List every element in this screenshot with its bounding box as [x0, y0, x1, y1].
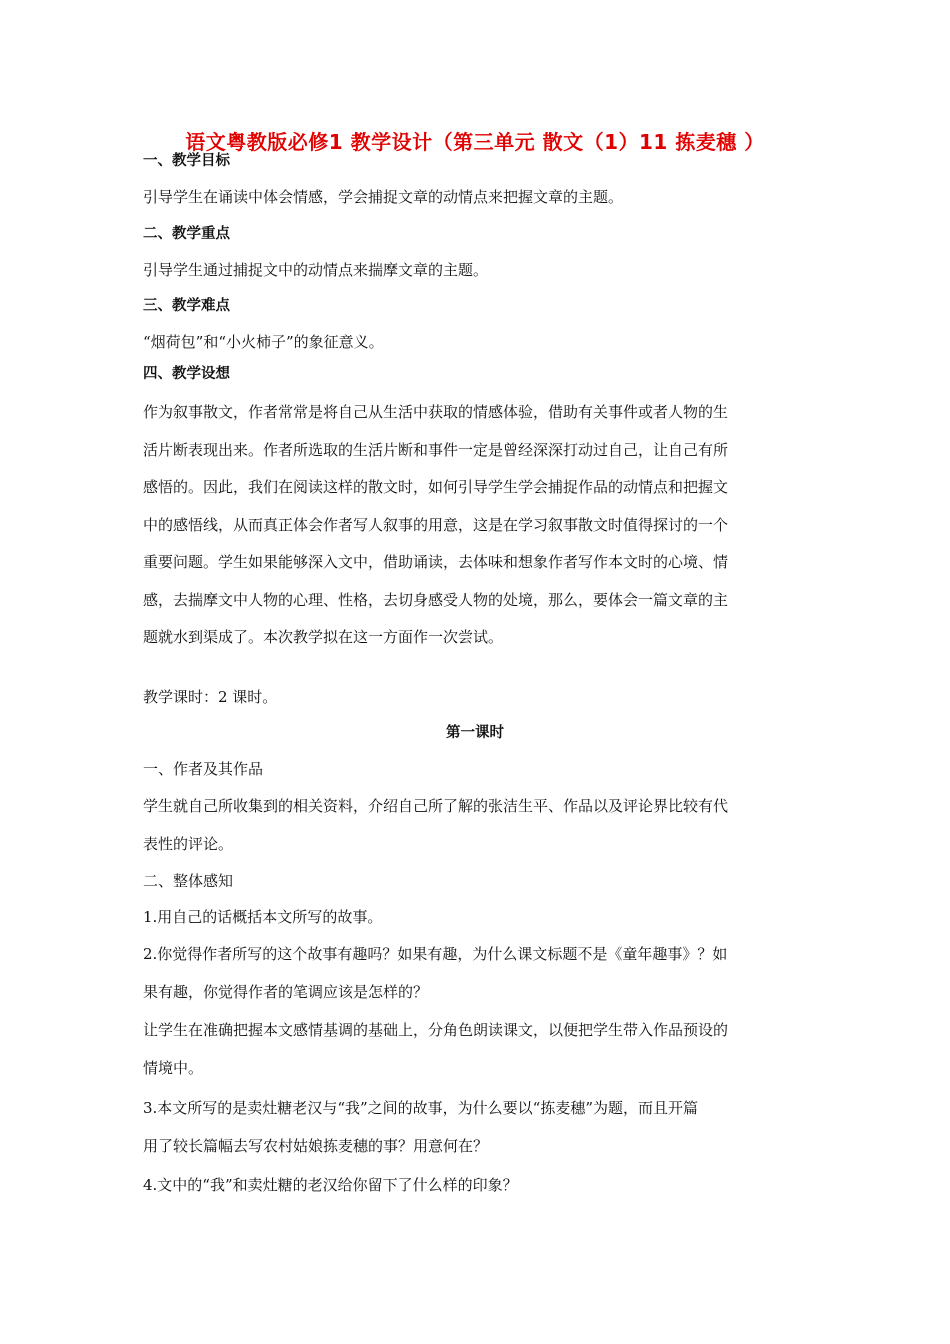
focus-heading: 二、教学重点 — [143, 226, 230, 242]
concept-line: 感悟的。因此，我们在阅读这样的散文时，如何引导学生学会捕捉作品的动情点和把握文 — [143, 478, 729, 496]
question-2: 2.你觉得作者所写的这个故事有趣吗？如果有趣，为什么课文标题不是《童年趣事》？如 果有趣，你觉得作者的笔调应该是怎样的？ — [143, 945, 728, 1001]
concept-line: 活片断表现出来。作者所选取的生活片断和事件一定是曾经深深打动过自己，让自己有所 — [143, 440, 729, 459]
lesson1-heading: 第一课时 — [446, 725, 504, 741]
concept-line: 作为叙事散文，作者常常是将自己从生活中获取的情感体验，借助有关事件或者人物的生 — [143, 403, 729, 421]
concept-paragraph — [143, 394, 807, 657]
overall-heading: 二、整体感知 — [143, 872, 234, 890]
hours-text: 教学课时：2 课时。 — [143, 688, 278, 706]
focus-text: 引导学生通过捕捉文中的动情点来揣摩文章的主题。 — [143, 261, 489, 279]
concept-heading: 四、教学设想 — [143, 366, 230, 382]
concept-line: 中的感悟线，从而真正体会作者写人叙事的用意，这是在学习叙事散文时值得探讨的一个 — [143, 515, 729, 534]
goal-heading: 一、教学目标 — [143, 153, 230, 169]
author-paragraph: 学生就自己所收集到的相关资料，介绍自己所了解的张洁生平、作品以及评论界比较有代 表性的评论。 — [143, 797, 729, 853]
author-heading: 一、作者及其作品 — [143, 760, 264, 778]
question-1: 1.用自己的话概括本文所写的故事。 — [143, 908, 383, 926]
difficulty-heading: 三、教学难点 — [143, 298, 230, 314]
document-title: 语文粤教版必修1 教学设计（第三单元 散文（1）11 拣麦穗 ） — [185, 130, 765, 154]
question-3: 3.本文所写的是卖灶糖老汉与“我”之间的故事，为什么要以“拣麦穗”为题，而且开篇 用了较长篇幅去写农村姑娘拣麦穗的事？用意何在？ — [143, 1099, 698, 1155]
concept-line: 重要问题。学生如果能够深入文中，借助诵读，去体味和想象作者写作本文时的心境、情 — [143, 553, 729, 571]
difficulty-text: “烟荷包”和“小火柿子”的象征意义。 — [143, 333, 384, 351]
concept-line: 感，去揣摩文中人物的心理、性格，去切身感受人物的处境，那么，要体会一篇文章的主 — [143, 590, 729, 609]
concept-line: 题就水到渠成了。本次教学拟在这一方面作一次尝试。 — [143, 628, 504, 646]
question-2-note: 让学生在准确把握本文感情基调的基础上，分角色朗读课文，以便把学生带入作品预设的 情境中。 — [143, 1021, 729, 1077]
question-4: 4.文中的“我”和卖灶糖的老汉给你留下了什么样的印象？ — [143, 1176, 518, 1194]
goal-text: 引导学生在诵读中体会情感，学会捕捉文章的动情点来把握文章的主题。 — [143, 188, 624, 206]
